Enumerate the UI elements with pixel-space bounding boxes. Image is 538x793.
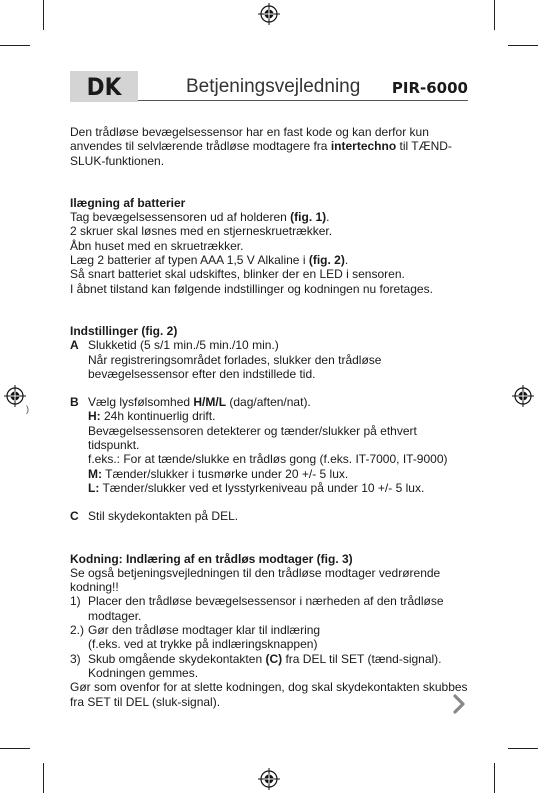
coding-step-3-label: 3) bbox=[70, 651, 81, 666]
coding-step-1-label: 1) bbox=[70, 594, 81, 609]
batteries-line-5: Så snart batteriet skal udskiftes, blinker der en LED i sensoren. bbox=[70, 267, 405, 282]
setting-a bbox=[70, 338, 470, 381]
coding-step-1-text: Placer den trådløse bevægelsessensor i nærheden af den trådløse modtager. bbox=[88, 594, 444, 623]
crop-mark-top-right-v bbox=[494, 0, 495, 30]
batteries-line-3: Åbn huset med en skruetrækker. bbox=[70, 238, 244, 253]
coding-step-3-sub: Kodningen gemmes. bbox=[88, 665, 199, 680]
batteries-heading: Ilægning af batterier bbox=[70, 195, 186, 210]
coding-outro: Gør som ovenfor for at slette kodningen, dog skal skydekontakten skubbes fra SET til DEL (sluk-signal). bbox=[70, 680, 468, 709]
setting-b-h: H: 24h kontinuerlig drift. bbox=[88, 409, 216, 424]
header-rule bbox=[138, 100, 468, 101]
setting-c bbox=[70, 509, 470, 523]
coding-step-1 bbox=[70, 594, 470, 623]
crop-mark-bottom-right-v bbox=[494, 763, 495, 793]
batteries-line-2: 2 skruer skal løsnes med en stjerneskruetrækker. bbox=[70, 224, 333, 239]
setting-b-label: B bbox=[70, 395, 79, 410]
batteries-line-4: Læg 2 batterier af typen AAA 1,5 V Alkaline i (fig. 2). bbox=[70, 253, 349, 268]
setting-b-title: Vælg lysfølsomhed H/M/L (dag/aften/nat). bbox=[88, 395, 311, 410]
registration-mark-bottom-icon bbox=[258, 768, 280, 790]
coding-heading: Kodning: Indlæring af en trådløs modtager (fig. 3) bbox=[70, 551, 353, 566]
setting-b-l: L: Tænder/slukker ved et lysstyrkeniveau på under 10 +/- 5 lux. bbox=[88, 480, 425, 495]
setting-c-label: C bbox=[70, 509, 79, 524]
crop-mark-bottom-right-h bbox=[508, 748, 538, 749]
crop-mark-top-left-h bbox=[0, 45, 30, 46]
intro-text-end: til TÆND-SLUK-funktionen. bbox=[70, 139, 452, 168]
setting-c-text: Stil skydekontakten på DEL. bbox=[88, 509, 239, 524]
registration-mark-left-icon bbox=[4, 385, 26, 407]
setting-a-desc: Når registreringsområdet forlades, slukker den trådløse bevægelsessensor efter den indstillede tid. bbox=[88, 352, 382, 381]
next-page-arrow-icon bbox=[453, 694, 465, 714]
coding-step-2-text: Gør den trådløse modtager klar til indlæring bbox=[88, 623, 321, 638]
setting-b-desc: Bevægelsessensoren detekterer og tænder/slukker på ethvert tidspunkt. bbox=[88, 423, 417, 453]
settings-heading: Indstillinger (fig. 2) bbox=[70, 323, 178, 338]
crop-mark-bottom-left-v bbox=[43, 763, 44, 793]
setting-b bbox=[70, 395, 470, 495]
setting-a-title: Slukketid (5 s/1 min./5 min./10 min.) bbox=[88, 338, 279, 353]
page-title: Betjeningsvejledning bbox=[186, 76, 361, 97]
coding-step-3 bbox=[70, 652, 470, 681]
intro-paragraph bbox=[70, 125, 470, 168]
crop-mark-bottom-left-h bbox=[0, 748, 30, 749]
coding-step-3-text: Skub omgående skydekontakten (C) fra DEL til SET (tænd-signal). bbox=[88, 651, 442, 666]
coding-step-2 bbox=[70, 623, 470, 652]
batteries-line-1: Tag bevægelsessensoren ud af holderen (fig. 1). bbox=[70, 210, 330, 225]
side-mark: ) bbox=[26, 404, 29, 414]
intro-text: Den trådløse bevægelsessensor har en fast kode og kan derfor kun anvendes til selvlærende trådløse modtagere fra bbox=[70, 125, 429, 154]
language-code: DK bbox=[86, 72, 122, 101]
registration-mark-right-icon bbox=[512, 385, 534, 407]
brand-name: intertechno bbox=[330, 139, 397, 154]
coding-step-2-sub: (f.eks. ved at trykke på indlæringsknappen) bbox=[88, 637, 318, 652]
setting-a-label: A bbox=[70, 338, 79, 353]
coding-intro: Se også betjeningsvejledningen til den trådløse modtager vedrørende kodning!! bbox=[70, 565, 441, 595]
batteries-line-6: I åbnet tilstand kan følgende indstillinger og kodningen nu foretages. bbox=[70, 281, 433, 296]
setting-b-m: M: Tænder/slukker i tusmørke under 20 +/- 5 lux. bbox=[88, 466, 349, 481]
model-number: PIR-6000 bbox=[391, 79, 468, 97]
registration-mark-top-icon bbox=[258, 3, 280, 25]
crop-mark-top-right-h bbox=[508, 45, 538, 46]
crop-mark-top-left-v bbox=[43, 0, 44, 30]
language-badge bbox=[70, 71, 138, 102]
setting-b-example: f.eks.: For at tænde/slukke en trådløs gong (f.eks. IT-7000, IT-9000) bbox=[88, 452, 448, 467]
manual-content bbox=[70, 125, 470, 709]
coding-step-2-label: 2.) bbox=[70, 623, 85, 638]
